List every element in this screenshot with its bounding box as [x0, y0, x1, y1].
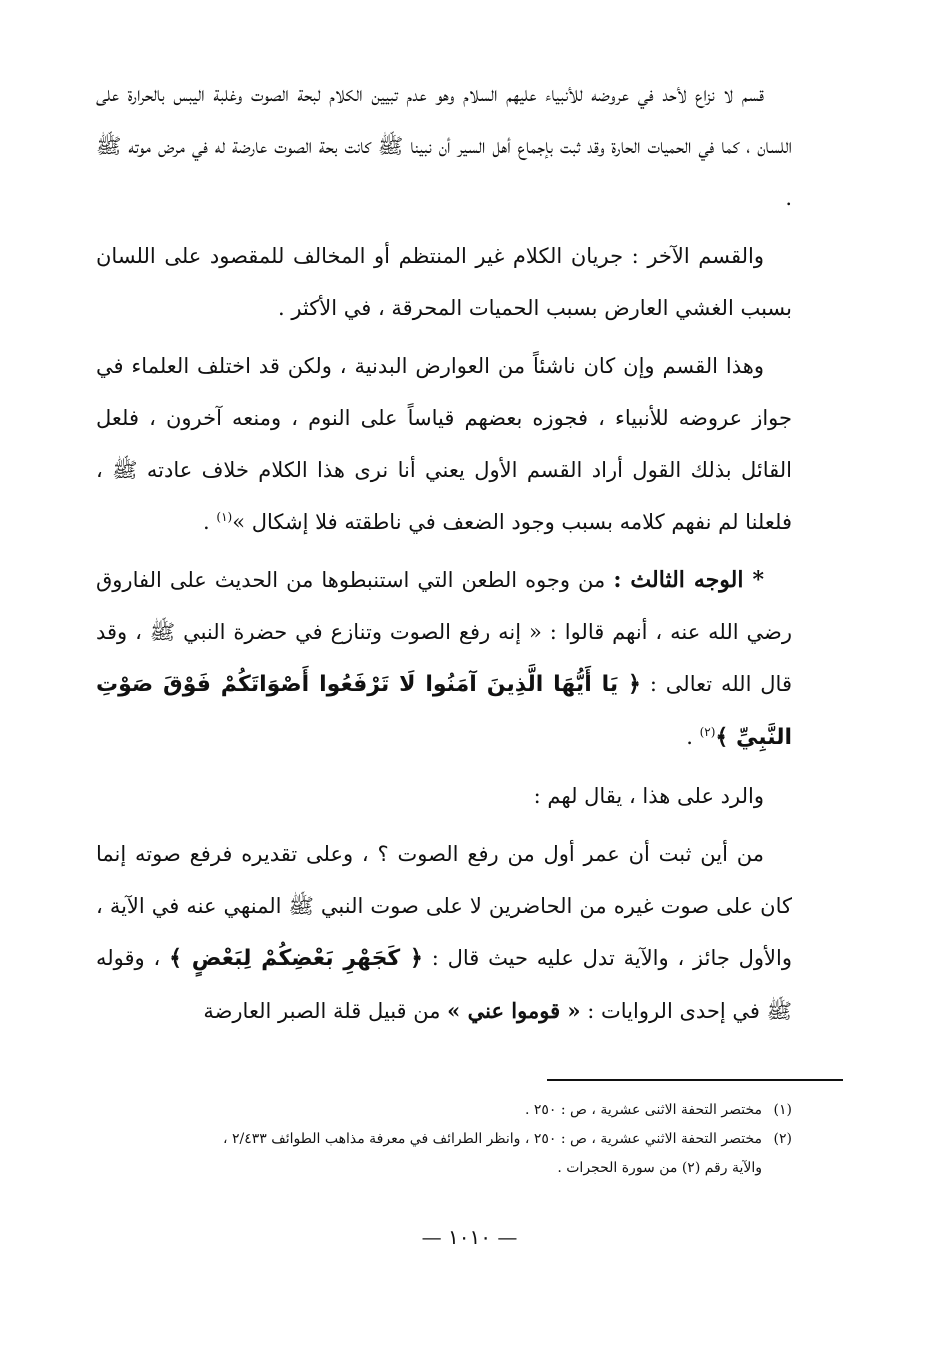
paragraph-5-text: والرد على هذا ، يقال لهم : — [533, 784, 764, 808]
paragraph-3-tail: . — [203, 510, 217, 534]
paragraph-5 — [96, 770, 792, 822]
paragraph-6-tail: ، وقوله ﷺ في إحدى الروايات : — [96, 946, 792, 1023]
section-heading-third-aspect: * الوجه الثالث : — [613, 567, 764, 593]
footnote-1 — [96, 1096, 792, 1125]
paragraph-3-text: وهذا القسم وإن كان ناشئاً من العوارض البدنية ، ولكن قد اختلف العلماء في جواز عروضه للأنبياء ، فجوزه بعضهم قياساً على النوم ، ومنعه آخرون ، فلعل القائل بذلك القول أراد القسم الأول يعني أنا نرى هذا الكلام خلاف عادته ﷺ ، فلعلنا لم نفهم كلامه بسبب وجود الضعف في ناطقته فلا إشكال » — [96, 354, 792, 534]
paragraph-4-tail: . — [686, 725, 700, 749]
hadith-quote: « قوموا عني » — [447, 998, 581, 1023]
footnote-divider — [547, 1079, 843, 1081]
paragraph-6 — [96, 828, 792, 1037]
footnote-ref-1[interactable]: (١) — [216, 510, 233, 524]
paragraph-4-text: من وجوه الطعن التي استنبطوها من الحديث على الفاروق رضي الله عنه ، أنهم قالوا : « إنه رفع الصوت وتنازع في حضرة النبي ﷺ ، وقد قال الله تعالى : — [96, 568, 792, 696]
footnote-2-continuation: والآية رقم (٢) من سورة الحجرات . — [557, 1160, 762, 1176]
footnote-1-number: (١) — [773, 1102, 792, 1118]
footnotes — [96, 1096, 792, 1183]
page-body — [96, 68, 792, 1043]
footnote-ref-2[interactable]: (٢) — [699, 725, 716, 739]
paragraph-3 — [96, 340, 792, 548]
paragraph-2 — [96, 230, 792, 334]
quran-verse-2: ﴿ كَجَهْرِ بَعْضِكُمْ لِبَعْضٍ ﴾ — [169, 946, 423, 971]
paragraph-4 — [96, 554, 792, 764]
footnote-2-text: مختصر التحفة الاثني عشرية ، ص : ٢٥٠ ، وانظر الطرائف في معرفة مذاهب الطوائف ٢/٤٣٣ ، — [223, 1131, 762, 1147]
footnote-2 — [96, 1125, 792, 1183]
paragraph-2-text: والقسم الآخر : جريان الكلام غير المنتظم أو المخالف للمقصود على اللسان بسبب الغشي العارض بسبب الحميات المحرقة ، في الأكثر . — [96, 244, 792, 320]
page-number: — ١٠١٠ — — [421, 1225, 518, 1249]
paragraph-1-text: قسم لا نزاع لأحد في عروضه للأنبياء عليهم السلام وهو عدم تبيين الكلام لبحة الصوت وغلبة اليبس بالحرارة على اللسان ، كما في الحميات الحارة وقد ثبت بإجماع أهل السير أن نبينا ﷺ كانت بحة الصوت عارضة له في مرض موته ﷺ . — [96, 82, 792, 210]
paragraph-6-text: من أين ثبت أن عمر أول من رفع الصوت ؟ ، وعلى تقديره فرفع صوته إنما كان على صوت غيره من الحاضرين لا على صوت النبي ﷺ المنهي عنه في الآية ، والأول جائز ، والآية تدل عليه حيث قال : — [96, 842, 792, 970]
paragraph-6-tail2: من قبيل قلة الصبر العارضة — [203, 999, 448, 1023]
footnote-1-text: مختصر التحفة الاثنى عشرية ، ص : ٢٥٠ . — [524, 1102, 762, 1118]
paragraph-1 — [96, 68, 792, 224]
footnote-2-number: (٢) — [773, 1131, 792, 1147]
quran-verse-1: ﴿ يَا أَيُّهَا الَّذِينَ آمَنُوا لَا تَرْفَعُوا أَصْوَاتَكُمْ فَوْقَ صَوْتِ النَّبِيِّ ﴾ — [96, 672, 792, 750]
